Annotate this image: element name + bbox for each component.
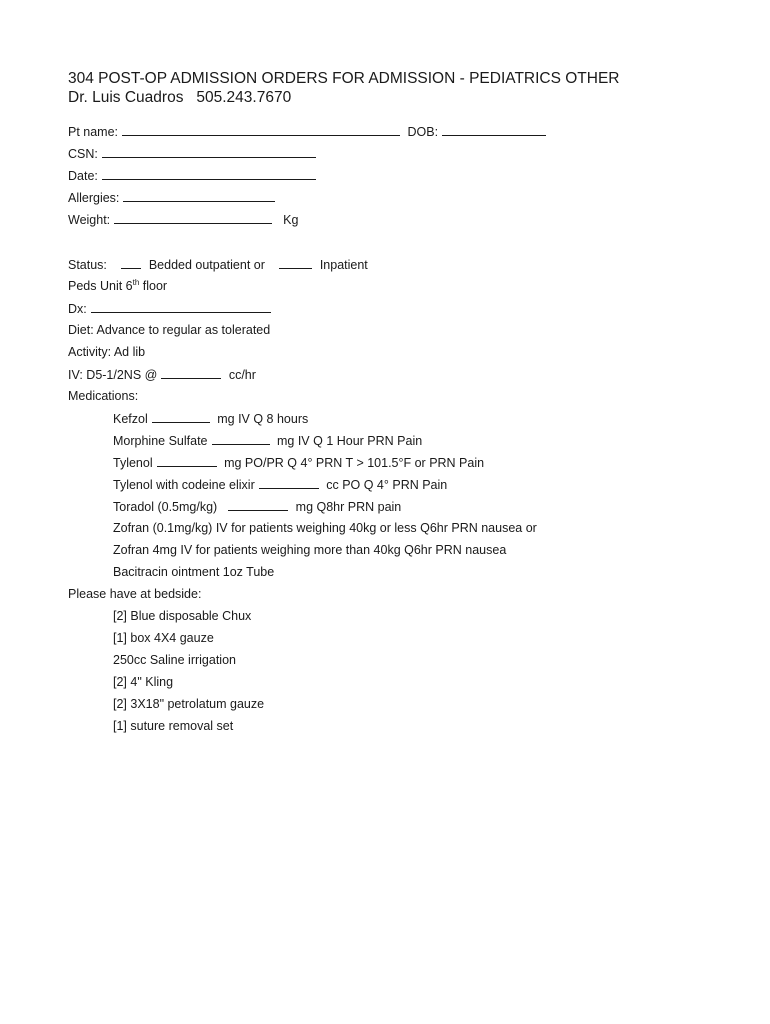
unit-suffix: floor <box>139 279 168 293</box>
bedside-label: Please have at bedside: <box>68 587 202 601</box>
toradol-instructions: mg Q8hr PRN pain <box>295 500 402 514</box>
morphine-row <box>113 433 422 449</box>
status-bedded-label: Bedded outpatient or <box>148 258 265 272</box>
doctor-phone: 505.243.7670 <box>196 89 292 106</box>
toradol-name: Toradol (0.5mg/kg) <box>113 500 218 514</box>
kefzol-instructions: mg IV Q 8 hours <box>217 412 309 426</box>
morphine-name: Morphine Sulfate <box>113 434 208 448</box>
dx-field[interactable] <box>91 301 271 313</box>
allergies-field[interactable] <box>123 190 275 202</box>
pt-name-row <box>68 124 550 140</box>
form-title: 304 POST-OP ADMISSION ORDERS FOR ADMISSION - PEDIATRICS OTHER <box>68 70 620 87</box>
zofran-fixed-row: Zofran 4mg IV for patients weighing more than 40kg Q6hr PRN nausea <box>113 543 507 557</box>
weight-field[interactable] <box>114 212 272 224</box>
toradol-row <box>113 499 401 515</box>
dx-row <box>68 301 275 317</box>
pt-name-field[interactable] <box>122 124 400 136</box>
tylenol-name: Tylenol <box>113 456 153 470</box>
dob-field[interactable] <box>442 124 546 136</box>
doctor-line <box>68 89 291 107</box>
doctor-name: Dr. Luis Cuadros <box>68 89 184 106</box>
dx-label: Dx: <box>68 302 87 316</box>
diet-row: Diet: Advance to regular as tolerated <box>68 323 271 337</box>
activity-row: Activity: Ad lib <box>68 345 146 359</box>
csn-row <box>68 146 320 162</box>
allergies-row <box>68 190 279 206</box>
csn-label: CSN: <box>68 147 98 161</box>
iv-prefix: IV: D5-1/2NS @ <box>68 368 158 382</box>
bedside-item: [2] 4" Kling <box>113 675 174 689</box>
bacitracin-row: Bacitracin ointment 1oz Tube <box>113 565 275 579</box>
medications-label: Medications: <box>68 389 139 403</box>
status-row <box>68 257 368 273</box>
bedside-item: 250cc Saline irrigation <box>113 653 236 667</box>
bedded-outpatient-field[interactable] <box>121 257 141 269</box>
kefzol-dose-field[interactable] <box>152 411 210 423</box>
bedside-item: [2] Blue disposable Chux <box>113 609 252 623</box>
kefzol-name: Kefzol <box>113 412 148 426</box>
iv-row <box>68 367 256 383</box>
tylenol-instructions: mg PO/PR Q 4° PRN T > 101.5°F or PRN Pain <box>224 456 485 470</box>
unit-sup: th <box>132 277 140 287</box>
toradol-dose-field[interactable] <box>228 499 288 511</box>
iv-suffix: cc/hr <box>228 368 256 382</box>
unit-prefix: Peds Unit 6 <box>68 279 133 293</box>
zofran-weight-based-row: Zofran (0.1mg/kg) IV for patients weighing 40kg or less Q6hr PRN nausea or <box>113 521 537 535</box>
pt-name-label: Pt name: <box>68 125 119 139</box>
date-label: Date: <box>68 169 98 183</box>
codeine-dose-field[interactable] <box>259 477 319 489</box>
status-inpatient-label: Inpatient <box>319 258 368 272</box>
date-field[interactable] <box>102 168 316 180</box>
morphine-dose-field[interactable] <box>212 433 270 445</box>
codeine-instructions: cc PO Q 4° PRN Pain <box>326 478 448 492</box>
kefzol-row <box>113 411 308 427</box>
inpatient-field[interactable] <box>279 257 312 269</box>
weight-unit: Kg <box>283 213 299 227</box>
allergies-label: Allergies: <box>68 191 120 205</box>
tylenol-dose-field[interactable] <box>157 455 217 467</box>
tylenol-row <box>113 455 484 471</box>
codeine-row <box>113 477 447 493</box>
codeine-name: Tylenol with codeine elixir <box>113 478 255 492</box>
weight-row <box>68 212 298 228</box>
date-row <box>68 168 320 184</box>
unit-row <box>68 279 167 294</box>
bedside-item: [2] 3X18" petrolatum gauze <box>113 697 265 711</box>
csn-field[interactable] <box>102 146 316 158</box>
status-label: Status: <box>68 258 107 272</box>
dob-label: DOB: <box>407 125 439 139</box>
weight-label: Weight: <box>68 213 111 227</box>
bedside-item: [1] box 4X4 gauze <box>113 631 214 645</box>
iv-rate-field[interactable] <box>161 367 221 379</box>
bedside-item: [1] suture removal set <box>113 719 234 733</box>
morphine-instructions: mg IV Q 1 Hour PRN Pain <box>277 434 423 448</box>
